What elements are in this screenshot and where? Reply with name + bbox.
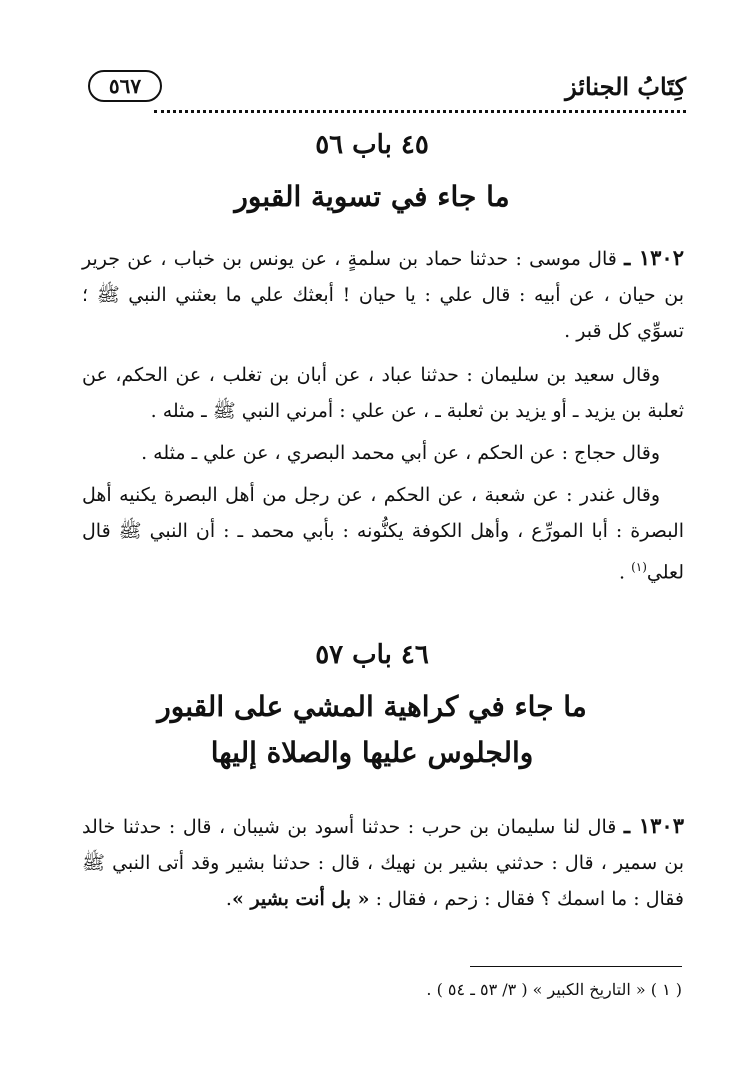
chapter-title: والجلوس عليها والصلاة إليها [210, 736, 534, 769]
narration-paragraph: وقال سعيد بن سليمان : حدثنا عباد ، عن أبان بن تغلب ، عن الحكم، عن ثعلبة بن يزيد ـ أو يزيد بن ثعلبة ـ ، عن علي : أمرني النبي ﷺ ـ مثله . [82, 364, 684, 422]
hadith-paragraph [82, 240, 684, 349]
section-body [82, 240, 684, 590]
paragraph-end: . [618, 561, 632, 584]
footnote-marker: (١) [631, 560, 647, 574]
chapter-number: ٤٥ باب ٥٦ [315, 130, 429, 160]
bold-quote: « بل أنت بشير » [231, 888, 370, 910]
footnote: ( ١ ) « التاريخ الكبير » ( ٣/ ٥٣ ـ ٥٤ ) . [426, 980, 682, 999]
narration-paragraph [82, 477, 684, 590]
hadith-text: قال موسى : حدثنا حماد بن سلمةٍ ، عن يونس بن خباب ، عن جرير بن حيان ، عن أبيه : قال علي : يا حيان ! أبعثك علي ما بعثني النبي ﷺ ؛ تسوِّي كل قبر . [82, 248, 684, 342]
hadith-number: ١٣٠٣ ـ [623, 813, 684, 838]
hadith-text: قال لنا سليمان بن حرب : حدثنا أسود بن شيبان ، قال : حدثنا خالد بن سمير ، قال : حدثني بشير بن نهيك ، قال : حدثنا بشير وقد أتى النبي ﷺ فقال : ما اسمك ؟ فقال : زحم ، فقال : [82, 816, 684, 910]
narration-paragraph: وقال حجاج : عن الحكم ، عن أبي محمد البصري ، عن علي ـ مثله . [141, 442, 660, 464]
narration-text: وقال غندر : عن شعبة ، عن الحكم ، عن رجل من أهل البصرة يكنيه أهل البصرة : أبا المورِّع ، وأهل الكوفة يكنُّونه : بأبي محمد ـ : أن النبي ﷺ قال لعلي [82, 484, 684, 584]
page-header [88, 66, 686, 118]
page-number: ٥٦٧ [88, 70, 162, 102]
chapter-number: ٤٦ باب ٥٧ [315, 640, 429, 670]
hadith-number: ١٣٠٢ ـ [624, 245, 684, 270]
section-body [82, 808, 684, 917]
header-divider [154, 110, 686, 113]
paragraph-end: . [225, 888, 232, 910]
hadith-paragraph [82, 808, 684, 917]
chapter-title: ما جاء في تسوية القبور [234, 180, 510, 213]
footnote-divider [470, 966, 682, 967]
running-title: كِتَابُ الجنائز [565, 72, 686, 101]
chapter-title: ما جاء في كراهية المشي على القبور [157, 690, 587, 723]
